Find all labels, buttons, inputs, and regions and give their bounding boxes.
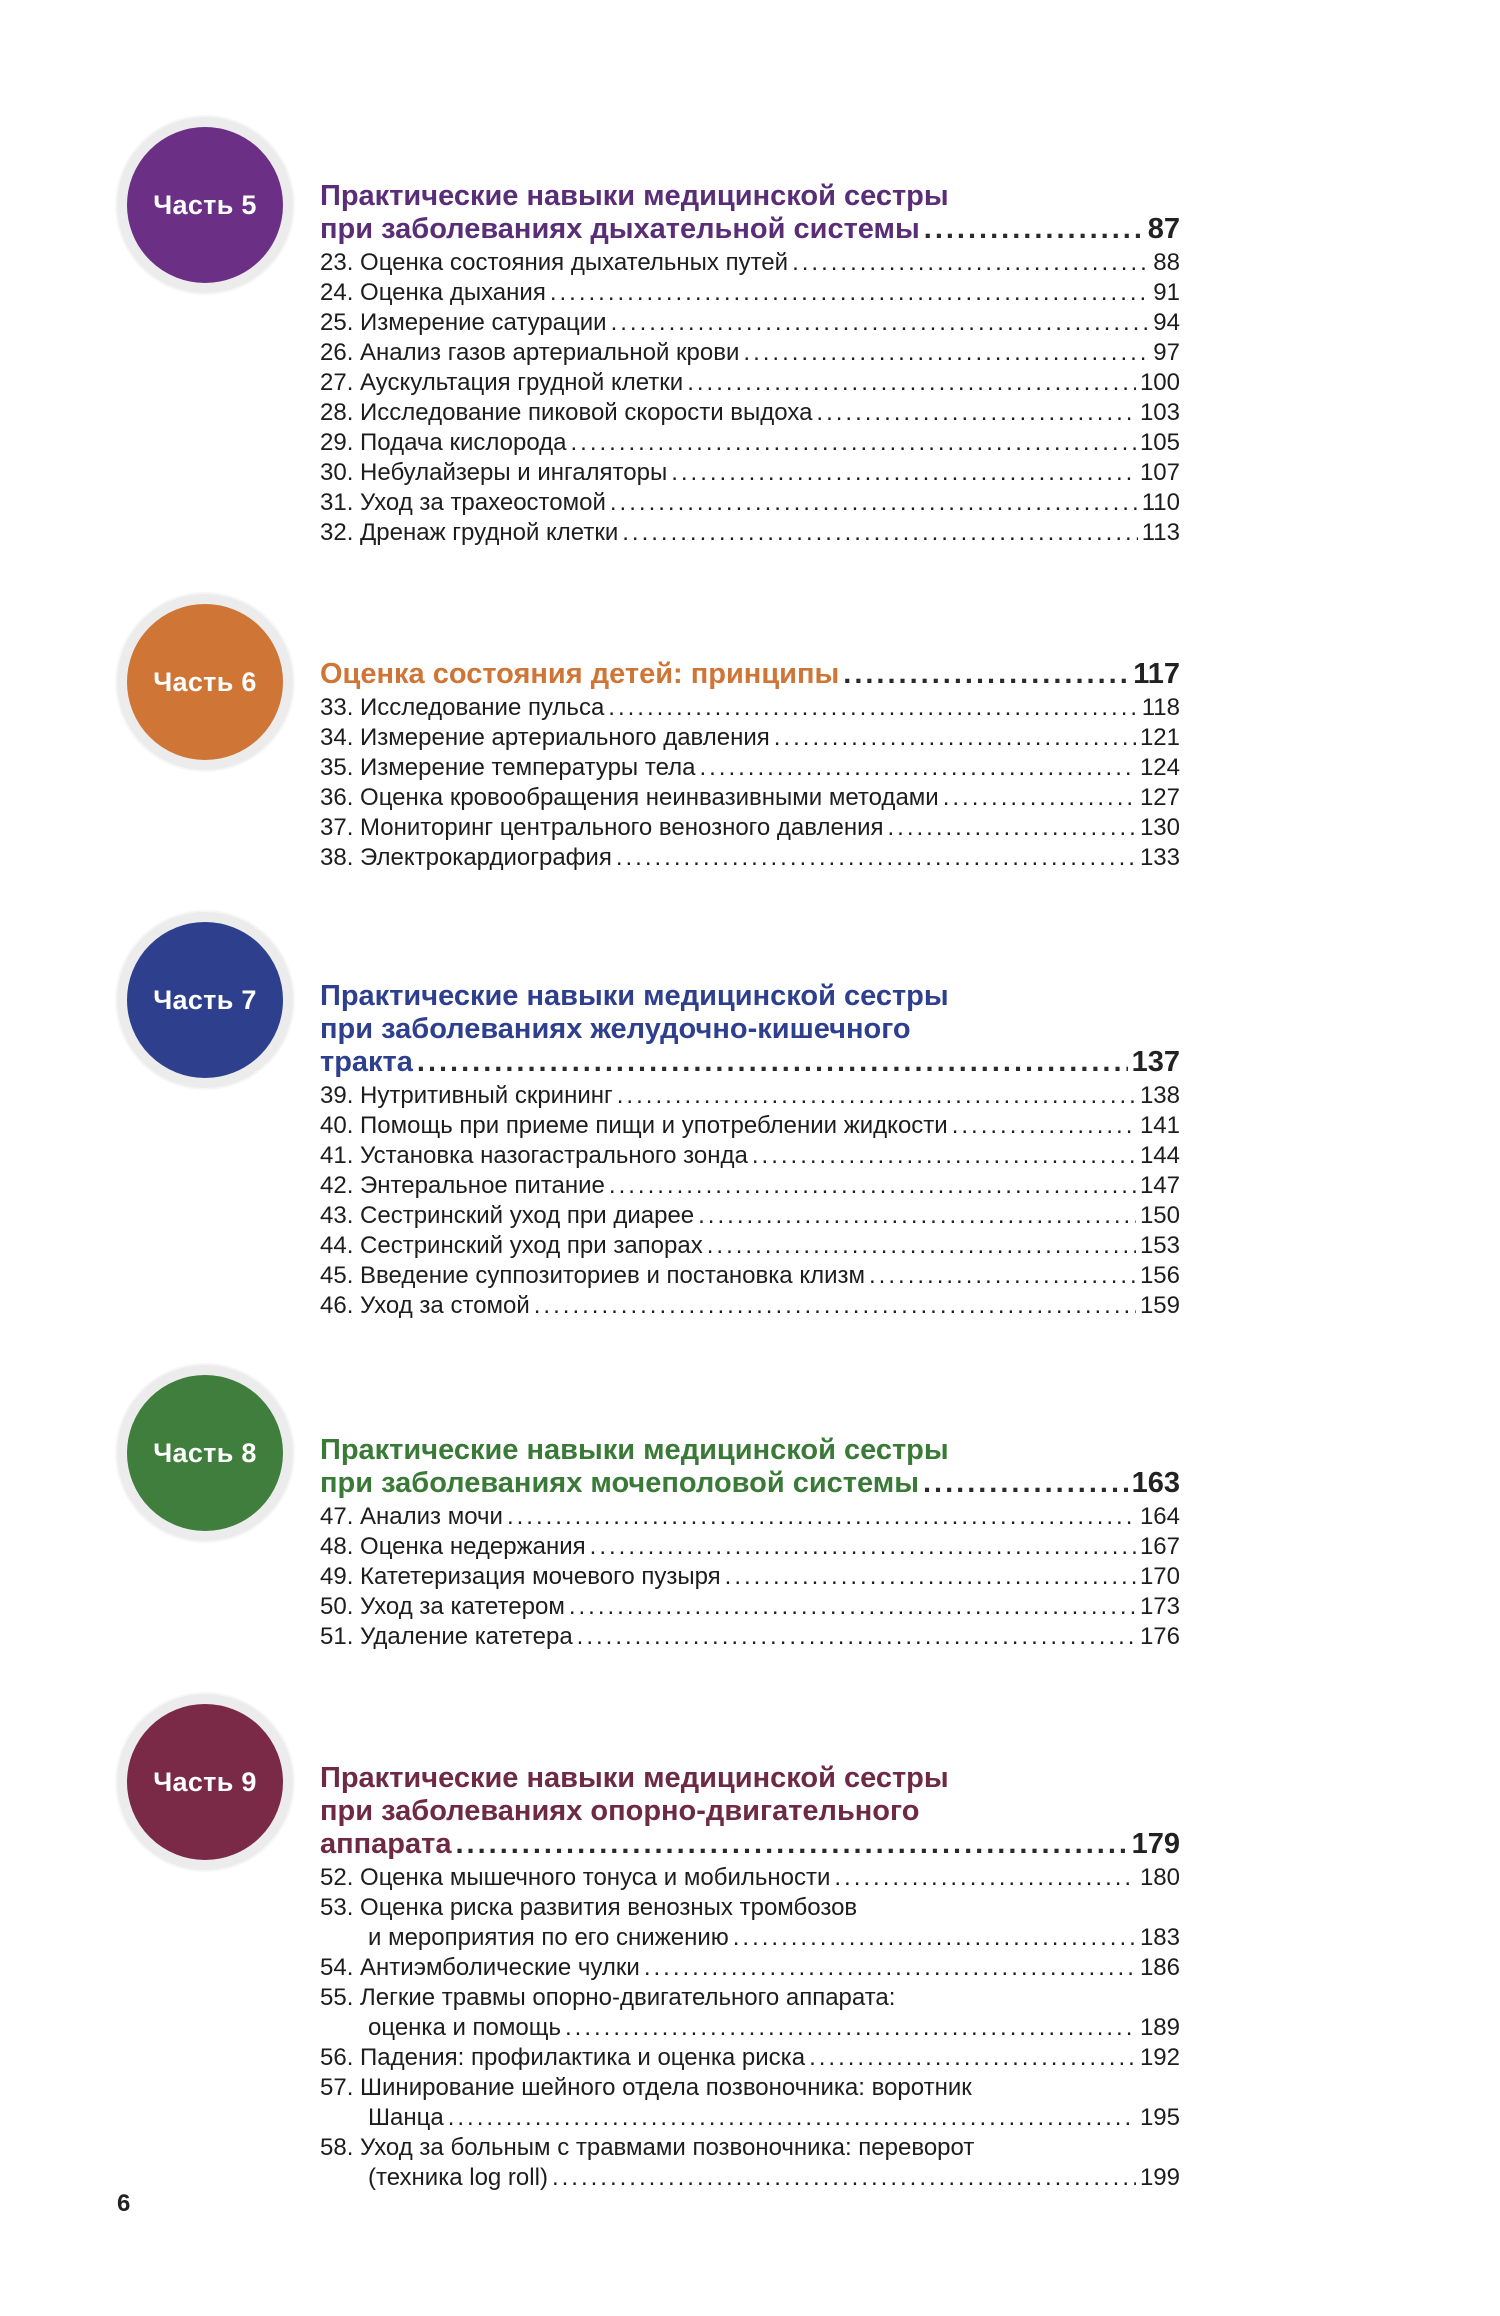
toc-entry[interactable]: 46. Уход за стомой ..... 159 [320,1291,1180,1321]
toc-entry[interactable]: 25. Измерение сатурации ..... 94 [320,308,1180,338]
toc-entry[interactable]: 38. Электрокардиография ..... 133 [320,843,1180,873]
toc-entry[interactable]: 28. Исследование пиковой скорости выдоха ..... 103 [320,398,1180,428]
toc-entry[interactable]: 45. Введение суппозиториев и постановка клизм ..... 156 [320,1261,1180,1291]
toc-entry[interactable]: 37. Мониторинг центрального венозного давления ..... 130 [320,813,1180,843]
toc-entry[interactable]: 33. Исследование пульса ..... 118 [320,693,1180,723]
part-9-section [320,1762,1180,2193]
part-8-title-line: при заболеваниях мочеполовой системы [320,1467,919,1499]
part-6-badge [117,594,293,770]
part-8-page: 163 [1131,1467,1180,1499]
part-7-badge [117,912,293,1088]
toc-entry[interactable]: 53. Оценка риска развития венозных тромбозов и мероприятия по его снижению ..... 183 [320,1893,1180,1953]
part-8-title-line: Практические навыки медицинской сестры [320,1434,949,1466]
toc-entry[interactable]: 34. Измерение артериального давления ..... 121 [320,723,1180,753]
toc-entry[interactable]: 39. Нутритивный скрининг ..... 138 [320,1081,1180,1111]
part-9-page: 179 [1131,1828,1180,1860]
part-6-badge-label: Часть 6 [153,666,257,697]
toc-entry[interactable]: 52. Оценка мышечного тонуса и мобильности ..... 180 [320,1863,1180,1893]
part-9-title[interactable] [320,1762,1180,1861]
part-7-title-line: при заболеваниях желудочно-кишечного [320,1013,911,1045]
part-9-title-line: Практические навыки медицинской сестры [320,1762,949,1794]
toc-entry[interactable]: 36. Оценка кровообращения неинвазивными методами ..... 127 [320,783,1180,813]
part-6-section [320,658,1180,873]
part-8-section [320,1434,1180,1652]
toc-entry[interactable]: 55. Легкие травмы опорно-двигательного аппарата: оценка и помощь ..... 189 [320,1983,1180,2043]
toc-entry[interactable]: 54. Антиэмболические чулки ..... 186 [320,1953,1180,1983]
part-6-page: 117 [1133,658,1180,690]
part-8-title[interactable] [320,1434,1180,1500]
toc-entry[interactable]: 24. Оценка дыхания ..... 91 [320,278,1180,308]
part-7-title-line: тракта [320,1046,413,1078]
page-number: 6 [117,2190,131,2217]
toc-entry[interactable]: 41. Установка назогастрального зонда ..... 144 [320,1141,1180,1171]
toc-entry[interactable]: 48. Оценка недержания ..... 167 [320,1532,1180,1562]
toc-entry[interactable]: 58. Уход за больным с травмами позвоночника: переворот (техника log roll) ..... 199 [320,2133,1180,2193]
toc-entry[interactable]: 50. Уход за катетером ..... 173 [320,1592,1180,1622]
toc-entry[interactable]: 31. Уход за трахеостомой ..... 110 [320,488,1180,518]
toc-entry[interactable]: 51. Удаление катетера ..... 176 [320,1622,1180,1652]
part-8-badge-label: Часть 8 [153,1437,257,1468]
part-7-badge-label: Часть 7 [153,984,257,1015]
toc-entry[interactable]: 23. Оценка состояния дыхательных путей ..... 88 [320,248,1180,278]
toc-entry[interactable]: 44. Сестринский уход при запорах ..... 153 [320,1231,1180,1261]
part-7-page: 137 [1131,1046,1180,1078]
part-5-section [320,180,1180,548]
part-9-badge [117,1694,293,1870]
part-6-title-line: Оценка состояния детей: принципы [320,658,840,690]
part-8-badge [117,1365,293,1541]
part-7-title[interactable] [320,980,1180,1079]
toc-entry[interactable]: 42. Энтеральное питание ..... 147 [320,1171,1180,1201]
toc-entry[interactable]: 35. Измерение температуры тела ..... 124 [320,753,1180,783]
toc-entry[interactable]: 40. Помощь при приеме пищи и употреблении жидкости ..... 141 [320,1111,1180,1141]
toc-entry[interactable]: 57. Шинирование шейного отдела позвоночника: воротник Шанца ..... 195 [320,2073,1180,2133]
toc-entry[interactable]: 49. Катетеризация мочевого пузыря ..... 170 [320,1562,1180,1592]
toc-entry[interactable]: 47. Анализ мочи ..... 164 [320,1502,1180,1532]
toc-entry[interactable]: 32. Дренаж грудной клетки ..... 113 [320,518,1180,548]
toc-entry[interactable]: 56. Падения: профилактика и оценка риска ..... 192 [320,2043,1180,2073]
part-5-badge [117,117,293,293]
toc-entry[interactable]: 27. Аускультация грудной клетки ..... 100 [320,368,1180,398]
part-9-badge-label: Часть 9 [153,1766,257,1797]
toc-entry[interactable]: 26. Анализ газов артериальной крови ..... 97 [320,338,1180,368]
part-9-title-line: аппарата [320,1828,452,1860]
part-9-title-line: при заболеваниях опорно-двигательного [320,1795,920,1827]
part-5-title-line: Практические навыки медицинской сестры [320,180,949,212]
toc-entry[interactable]: 43. Сестринский уход при диарее ..... 150 [320,1201,1180,1231]
part-6-title[interactable] [320,658,1180,691]
toc-entry[interactable]: 29. Подача кислорода ..... 105 [320,428,1180,458]
toc-entry[interactable]: 30. Небулайзеры и ингаляторы ..... 107 [320,458,1180,488]
part-7-title-line: Практические навыки медицинской сестры [320,980,949,1012]
part-7-section [320,980,1180,1321]
part-5-title[interactable] [320,180,1180,246]
part-5-title-line: при заболеваниях дыхательной системы [320,213,920,245]
part-5-page: 87 [1147,213,1180,245]
part-5-badge-label: Часть 5 [153,189,257,220]
